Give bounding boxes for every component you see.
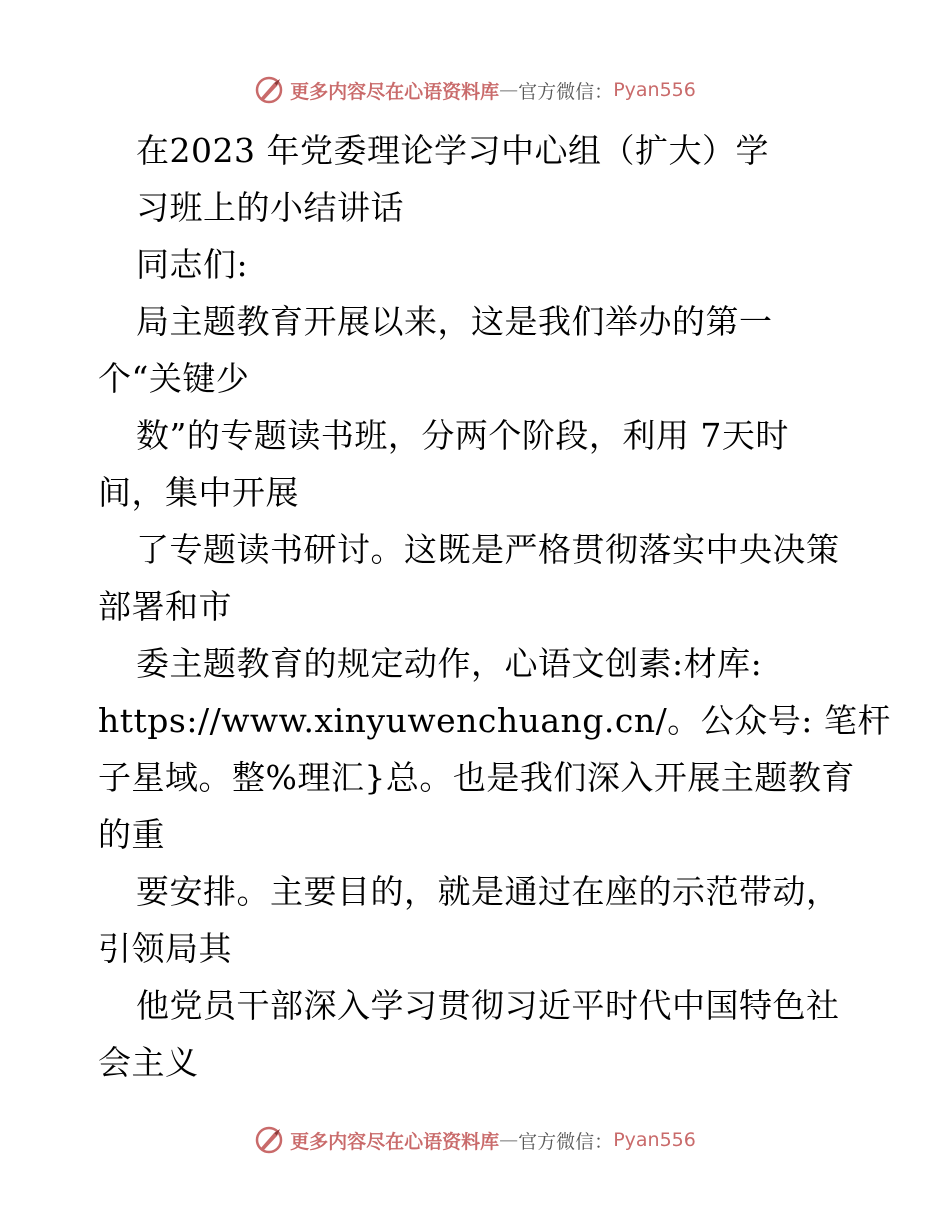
banner-site-text: 更多内容尽在心语资料库 [290, 1130, 500, 1153]
banner-dash: — [499, 1129, 519, 1151]
quill-pen-circle-icon [254, 1125, 284, 1155]
body-line: 会主义 [98, 1043, 199, 1082]
footer-banner [0, 1120, 950, 1160]
banner-dash: — [499, 79, 519, 101]
body-line: 要安排。主要目的，就是通过在座的示范带动， [136, 872, 840, 911]
body-line-url: https://www.xinyuwenchuang.cn/。公众号: 笔杆 [98, 701, 891, 740]
body-line: 数”的专题读书班，分两个阶段，利用 7天时 [136, 416, 789, 455]
quill-pen-circle-icon [254, 75, 284, 105]
body-line: 委主题教育的规定动作，心语文创素:材库: [136, 644, 763, 683]
banner-site-text: 更多内容尽在心语资料库 [290, 80, 500, 103]
body-line: 局主题教育开展以来，这是我们举办的第一 [136, 302, 773, 341]
body-line: 子星域。整%理汇}总。也是我们深入开展主题教育 [98, 758, 855, 797]
body-line: 引领局其 [98, 929, 232, 968]
body-line: 了专题读书研讨。这既是严格贯彻落实中央决策 [136, 530, 840, 569]
banner-wechat-id: Pyan556 [613, 79, 696, 101]
body-line: 个“关键少 [98, 359, 250, 398]
body-line: 间，集中开展 [98, 473, 299, 512]
banner-official-label: 官方微信： [518, 80, 614, 103]
title-line-1: 在2023 年党委理论学习中心组（扩大）学 [136, 131, 769, 170]
body-line: 部署和市 [98, 587, 232, 626]
header-banner [0, 70, 950, 110]
banner-official-label: 官方微信： [518, 1130, 614, 1153]
document-body [98, 122, 891, 1091]
body-line: 的重 [98, 815, 165, 854]
body-line: 他党员干部深入学习贯彻习近平时代中国特色社 [136, 986, 840, 1025]
banner-wechat-id: Pyan556 [613, 1129, 696, 1151]
title-line-2: 习班上的小结讲话 [136, 188, 404, 227]
salutation: 同志们: [136, 245, 249, 284]
